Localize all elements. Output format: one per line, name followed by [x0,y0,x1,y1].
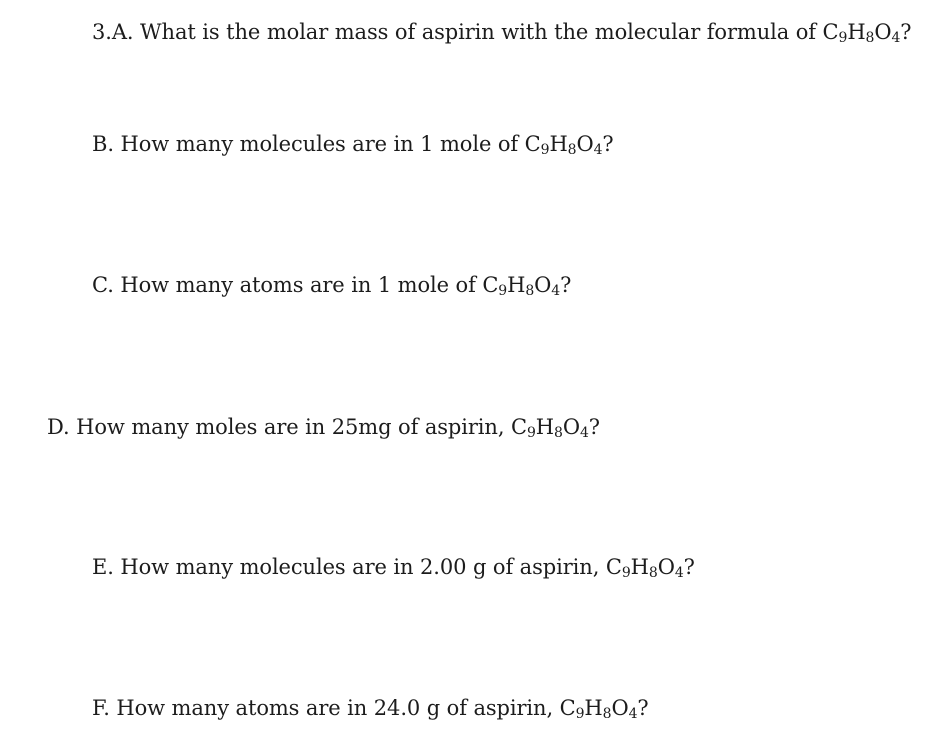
formula: $C_9H_8O_4$ [822,20,901,46]
question-text: F. How many atoms are in 24.0 g of aspirin, [92,696,560,720]
formula: $C_9H_8O_4$ [559,696,638,722]
formula: $C_9H_8O_4$ [482,273,561,299]
question-text: D. How many moles are in 25mg of aspirin, [47,415,512,439]
question-d: D. How many moles are in 25mg of aspirin, $C_9H_8O_4$? [47,415,600,441]
question-c: C. How many atoms are in 1 mole of $C_9H_8O_4$? [92,273,572,299]
question-f: F. How many atoms are in 24.0 g of aspirin, $C_9H_8O_4$? [92,696,649,722]
formula: $C_9H_8O_4$ [605,555,684,581]
question-text: E. How many molecules are in 2.00 g of aspirin, [92,555,606,579]
question-a: 3.A. What is the molar mass of aspirin with the molecular formula of $C_9H_8O_4$? [92,20,912,46]
question-text: C. How many atoms are in 1 mole of [92,273,483,297]
formula: $C_9H_8O_4$ [524,132,603,158]
question-e: E. How many molecules are in 2.00 g of aspirin, $C_9H_8O_4$? [92,555,695,581]
question-b: B. How many molecules are in 1 mole of $C_9H_8O_4$? [92,132,614,158]
question-text: 3.A. What is the molar mass of aspirin with the molecular formula of [92,20,823,44]
formula: $C_9H_8O_4$ [511,415,589,441]
question-text: B. How many molecules are in 1 mole of [92,132,525,156]
